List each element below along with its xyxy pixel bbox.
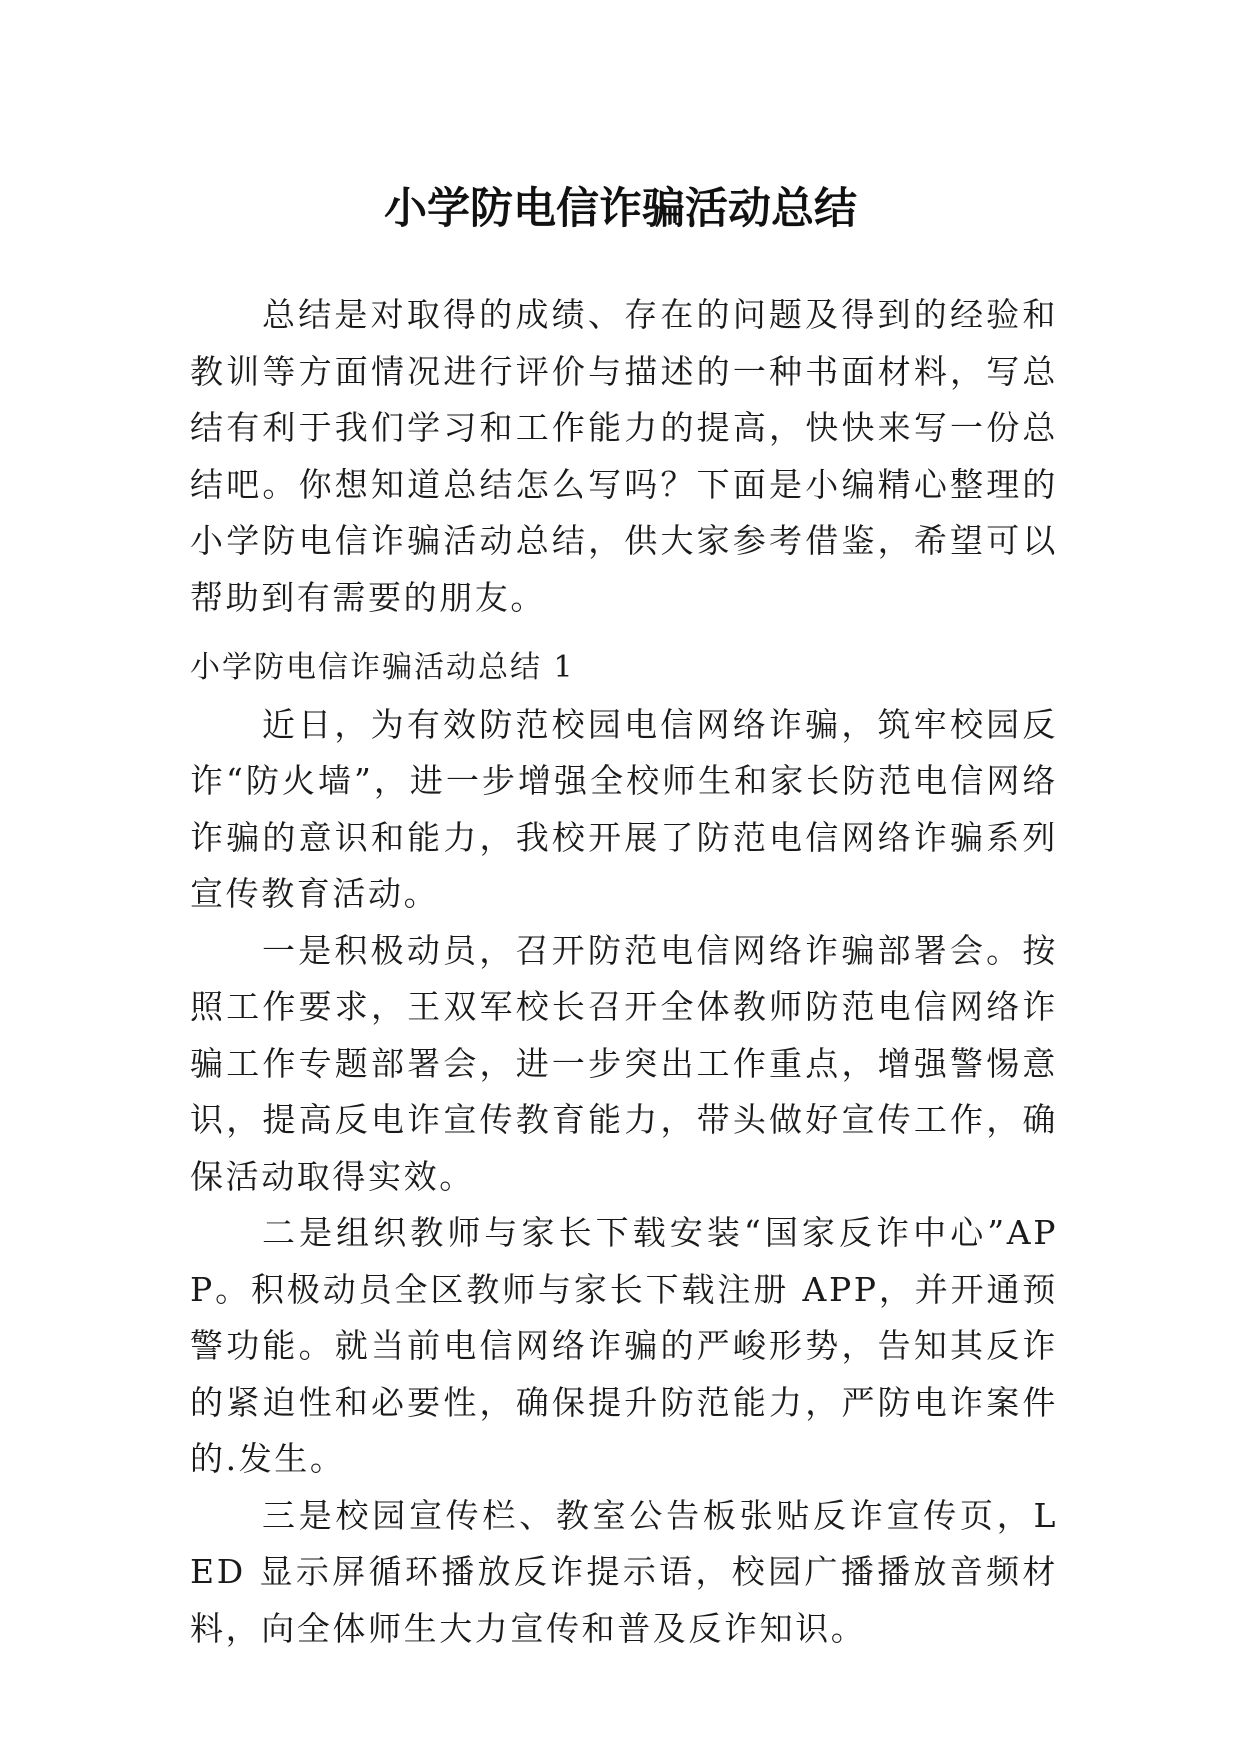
- intro-paragraph: 总结是对取得的成绩、存在的问题及得到的经验和教训等方面情况进行评价与描述的一种书面材料，写总结有利于我们学习和工作能力的提高，快快来写一份总结吧。你想知道总结怎么写吗？下面是小编精心整理的小学防电信诈骗活动总结，供大家参考借鉴，希望可以帮助到有需要的朋友。: [190, 295, 1058, 617]
- section-paragraph-2: 一是积极动员，召开防范电信网络诈骗部署会。按照工作要求，王双军校长召开全体教师防范电信网络诈骗工作专题部署会，进一步突出工作重点，增强警惕意识，提高反电诈宣传教育能力，带头做好宣传工作，确保活动取得实效。: [190, 930, 1058, 1196]
- section-paragraph-4: 三是校园宣传栏、教室公告板张贴反诈宣传页，LED 显示屏循环播放反诈提示语，校园广播播放音频材料，向全体师生大力宣传和普及反诈知识。: [190, 1495, 1058, 1648]
- page-title: 小学防电信诈骗活动总结: [384, 183, 857, 234]
- section-1: [190, 640, 1058, 1657]
- intro-block: [190, 287, 1058, 626]
- section-paragraph-1: 近日，为有效防范校园电信网络诈骗，筑牢校园反诈“防火墙”，进一步增强全校师生和家长防范电信网络诈骗的意识和能力，我校开展了防范电信网络诈骗系列宣传教育活动。: [190, 704, 1058, 913]
- section-heading: 小学防电信诈骗活动总结 1: [190, 650, 575, 685]
- section-paragraph-3: 二是组织教师与家长下载安装“国家反诈中心”APP。积极动员全区教师与家长下载注册 APP，并开通预警功能。就当前电信网络诈骗的严峻形势，告知其反诈的紧迫性和必要性，确保提升防范能力，严防电诈案件的.发生。: [190, 1213, 1058, 1478]
